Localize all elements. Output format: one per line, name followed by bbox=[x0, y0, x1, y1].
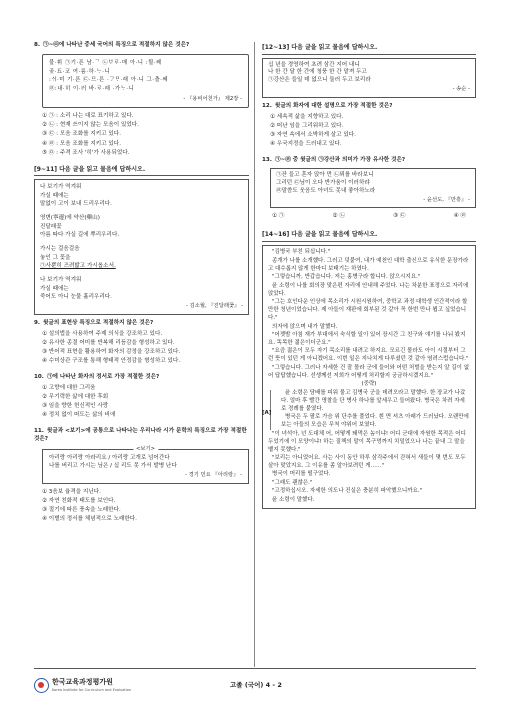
q13-box-source: - 윤선도, 『만흥』 - bbox=[423, 196, 470, 203]
q10-stem: 10. ㉠에 나타난 화자의 정서로 가장 적절한 것은? bbox=[34, 374, 160, 381]
q8-scroll-box bbox=[42, 54, 249, 108]
poem-line: 가시는 걸음걸음 bbox=[40, 245, 80, 252]
poem-line: 나 보기가 역겨워 bbox=[40, 276, 82, 283]
poem-line: 죽어도 아니 눈물 흘리우리다. bbox=[40, 294, 112, 301]
option[interactable]: ② 떠난 임을 그리워하고 있다. bbox=[270, 122, 344, 129]
option[interactable]: ⑤ ㉤ : 주격 조사 '히'가 사용되었다. bbox=[42, 149, 130, 156]
q11-options bbox=[42, 489, 249, 524]
story-para: 윤 소령이 나를 회의장 맞은편 자리에 안내해 주었다. 나는 차분한 표정으로 자리에 앉았다. bbox=[268, 282, 469, 297]
q13-box bbox=[270, 168, 476, 208]
bogi-line: 아리랑 아리랑 아라리요 / 아리랑 고개로 넘어간다 bbox=[49, 455, 170, 462]
poem-line-underlined: ㉠사뿐히 즈려밟고 가시옵소서. bbox=[40, 263, 116, 270]
story-para: 종개가 나를 소개했다. 그러고 덧붙여, 내가 예천인 대학 출신으로 유식한 문장가라고 대수롭지 않게 한마디 보태기는 하였다. bbox=[268, 257, 469, 272]
poem-line: 진달래꽃 bbox=[40, 223, 62, 230]
page-number: 고졸 (국어) 4 - 2 bbox=[230, 681, 282, 689]
option[interactable]: ③ ㉢ bbox=[393, 213, 406, 220]
q8-stem: 8. ㉠~㉤에 나타난 중세 국어의 특징으로 적절하지 않은 것은? bbox=[34, 42, 190, 48]
section-header-9-11: [9~11] 다음 글을 읽고 물음에 답하시오. bbox=[34, 166, 249, 177]
section-header-12-13: [12~13] 다음 글을 읽고 물음에 답하시오. bbox=[262, 44, 476, 55]
q13-stem: 13. ㉠~㉣ 중 윗글의 ㉠강산과 의미가 가장 유사한 것은? bbox=[262, 157, 406, 164]
a-block-label: [A] bbox=[262, 409, 272, 416]
option[interactable]: ① 고향에 대한 그리움 bbox=[42, 385, 96, 391]
scroll-source: - 『용비어천가』 제2장 - bbox=[183, 95, 242, 102]
option[interactable]: ④ 우국지정을 드러내고 있다. bbox=[270, 141, 342, 148]
q11-stem: 11. 윗글과 <보기>에 공통으로 나타나는 우리나라 시가 문학의 특징으로 가장 적절한 것은? bbox=[34, 428, 247, 443]
q13-box-line: ㉣말씀도 웃음도 아녀도 못내 좋아하노라 bbox=[276, 187, 376, 194]
option[interactable]: ③ 반어적 표현을 활용하여 화자의 감정을 강조하고 있다. bbox=[42, 349, 181, 355]
org-logo-icon bbox=[34, 678, 49, 693]
footer-divider bbox=[34, 668, 476, 669]
story-para: 윤 소령이 말했다. bbox=[272, 496, 315, 503]
option[interactable]: ② 자연 친화적 태도를 보인다. bbox=[42, 497, 116, 504]
scroll-line: 불·휘 ㉠기·픈 남·ᄀ ㉡ᄇᆞᄅᆞ·매 아·니 :뮐·쎄 bbox=[49, 59, 162, 66]
q12-options bbox=[270, 114, 476, 149]
option[interactable]: ② 유사한 종결 어미를 반복해 리듬감을 형성하고 있다. bbox=[42, 339, 175, 346]
sijo-box bbox=[262, 58, 476, 98]
q13-options bbox=[272, 213, 466, 221]
story-para: "김병국 부친 되십니다." bbox=[272, 249, 331, 256]
bogi-source: - 경기 민요 『아리랑』 - bbox=[185, 472, 242, 479]
q13-box-line: 그리던 ㉢님이 오다 반가움이 이러하랴 bbox=[276, 179, 370, 186]
option[interactable]: ③ 절기에 따른 풍속을 노래한다. bbox=[42, 506, 121, 513]
story-para: "이 녀석아, 넌 도대체 어, 어떻게 돼먹은 놈이냐! 어디 군대에 자원한 목적은 어디 두었기에 이 모양이냐! 하는 질책의 말이 목구멍까지 치밀었으나 나는 끝내 그 말을 뱉지 못했다." bbox=[268, 430, 466, 453]
q9-options bbox=[42, 331, 249, 366]
bogi-label: <보기> bbox=[133, 446, 158, 454]
org-name: 한국교육과정평가원 bbox=[52, 678, 113, 687]
q10-options bbox=[42, 385, 249, 420]
poem-source: - 김소월, 『진달래꽃』 - bbox=[186, 303, 243, 310]
story-para: "어젯밤 아침 재가 부대에서 숙식할 일이 있어 장시간 그 친구와 얘기를 나눠 봤지요. 똑똑한 젊은이더군요." bbox=[268, 332, 466, 346]
scroll-line: 곶·됴·코 여·름·하·ᄂᆞ·니 bbox=[49, 68, 111, 75]
story-para: 의자에 앉으며 내가 말했다. bbox=[272, 323, 338, 330]
poem-line: 말없이 고이 보내 드리우리다. bbox=[40, 201, 112, 208]
option[interactable]: ③ 임을 향한 헌신적인 사랑 bbox=[42, 403, 109, 410]
right-column bbox=[262, 42, 476, 512]
story-para: "요즘 젊은이 모두 자기 목소리를 내려고 하지요. 모르긴 몰라도 아이 시절부터 그런 뜻이 있던 게 아니겠어요. 이번 일은 지나치게 다루셨던 것 같아 염려스럽습니다." bbox=[268, 348, 469, 363]
story-para: "그는 호인다운 인상에 목소리가 시원시원하여, 중학교 과정 대학생 인간적이라 할 만한 청년이었습니다. 제 아들이 재판에 회부된 것 같아 꼭 한번 만나 뵙고 싶었습니다." bbox=[268, 299, 468, 322]
story-para: "고정하십시오. 자세한 의도나 진실은 충분히 파악했으니까요." bbox=[272, 488, 423, 495]
option[interactable]: ④ 이별의 정서를 체념적으로 노래한다. bbox=[42, 515, 137, 522]
option[interactable]: ② ㉡ bbox=[332, 213, 345, 220]
q13-box-line: ㉠잔 들고 혼자 앉아 먼 ㉡뫼를 바라보니 bbox=[276, 172, 374, 179]
story-box bbox=[262, 245, 476, 510]
poem-line: 가실 때에는 bbox=[40, 192, 69, 199]
option[interactable]: ① 세속적 삶을 지향하고 있다. bbox=[270, 113, 344, 120]
option[interactable]: ② ㉡ : 현재 쓰이지 않는 모음이 있었다. bbox=[42, 122, 139, 129]
story-para: "보리는 아니었어요. 사는 사이 동안 하루 삼각주에서 갇혀서 새들이 몇 번도 모두 살아 맞았지요. 그 이유를 좀 알아보려던 게……" bbox=[268, 455, 466, 469]
option[interactable]: ④ 수미상관 구조를 통해 형태적 안정감을 형성하고 있다. bbox=[42, 358, 181, 365]
option[interactable]: ③ ㉢ : 모음 조화를 지키고 있다. bbox=[42, 131, 121, 138]
option[interactable]: ① ㉠ bbox=[272, 213, 285, 220]
story-para: 윤 소령은 담배를 피워 물고 김병국 군을 데려오라고 말했다. 한 장교가 나갔다. 얼마 후 빨간 명찰을 단 병사 하나를 앞세우고 들어왔다. 병국은 차려 자세로 경례를 붙였다. bbox=[281, 389, 466, 412]
option[interactable]: ④ ㉣ : 모음 조화를 지키고 있다. bbox=[42, 140, 121, 147]
poem-line: 가실 때에는 bbox=[40, 285, 69, 292]
option[interactable]: ③ 자연 속에서 소박하게 살고 있다. bbox=[270, 132, 356, 139]
story-para: 병국이 머리를 떨구었다. bbox=[272, 471, 331, 478]
left-column bbox=[34, 42, 249, 532]
q9-stem: 9. 윗글의 표현상 특징으로 적절하지 않은 것은? bbox=[34, 319, 154, 326]
column-divider bbox=[254, 42, 255, 667]
story-a-block bbox=[262, 389, 470, 430]
q8-options bbox=[42, 113, 249, 157]
org-subname: Korea Institute for Curriculum and Evaluation bbox=[52, 687, 132, 692]
scroll-line: :ᄉᆡ·미 기·픈 ㉢·므·른 ·ᄀᆞᄆᆞ·래 아·니 그·츨·쎄 bbox=[49, 77, 169, 84]
poem-line: 놓인 그 꽃을 bbox=[40, 254, 71, 261]
option[interactable]: ④ ㉣ bbox=[453, 213, 466, 220]
story-para: 병국은 두 팔로 가슴 위 단추를 풀었다. 흰 면 셔츠 아래가 드러났다. 오랜만에 보는 아들의 모습은 무척 야위어 보였다. bbox=[281, 414, 469, 429]
story-para: "그렇습니까, 반갑습니다. 저는 홍병구라 합니다. 앉으시지요." bbox=[272, 274, 421, 281]
story-omission: (중략) bbox=[361, 381, 377, 388]
sijo-source: - 송순 - bbox=[452, 86, 470, 93]
q12-stem: 12. 윗글의 화자에 대한 설명으로 가장 적절한 것은? bbox=[262, 102, 393, 109]
bogi-box bbox=[42, 446, 249, 483]
poem-line: 아름 따다 가실 길에 뿌리우리다. bbox=[40, 232, 120, 239]
scroll-line: ㉣:내·히 이·러 바·ᄅᆞ·래 ·가ᄂᆞ·니 bbox=[49, 85, 135, 92]
story-para: "그래도 괜찮은." bbox=[272, 479, 313, 486]
story-para: "그렇습니다. 그러나 자세한 건 잘 몰라 군에 들어와 어떤 처벌을 받는지 알 길이 없어 답답했습니다. 선생께선 저희가 어떻게 처리할지 궁금하시겠지요." bbox=[268, 364, 470, 379]
poem-line: 나 보기가 역겨워 bbox=[40, 183, 82, 190]
section-header-14-16: [14~16] 다음 글을 읽고 물음에 답하시오. bbox=[262, 231, 476, 242]
sijo-line: 십 년을 경영하여 초려 삼간 지어 내니 bbox=[268, 61, 360, 68]
option[interactable]: ① 설의법을 사용하여 주제 의식을 강조하고 있다. bbox=[42, 330, 163, 337]
org-logo bbox=[34, 678, 131, 693]
option[interactable]: ② 무기력한 삶에 대한 후회 bbox=[42, 394, 109, 401]
poem-box bbox=[34, 179, 249, 315]
option[interactable]: ④ 정치 없이 떠도는 삶의 비애 bbox=[42, 412, 116, 419]
option[interactable]: ① ㉠ : 소리 나는 대로 표기하고 있다. bbox=[42, 113, 134, 120]
footer bbox=[34, 676, 476, 696]
poem-line: 영변(寧邊)에 약산(藥山) bbox=[40, 214, 100, 221]
bogi-line: 나를 버리고 가시는 님은 / 십 리도 못 가서 발병 난다 bbox=[49, 463, 177, 470]
option[interactable]: ① 3음보 율격을 지닌다. bbox=[42, 488, 101, 495]
sijo-line: 나 한 간 달 한 간에 청풍 한 간 맡져 두고 bbox=[268, 69, 367, 76]
sijo-line: ㉠강산은 들일 데 없으니 둘러 두고 보리라 bbox=[268, 77, 371, 84]
